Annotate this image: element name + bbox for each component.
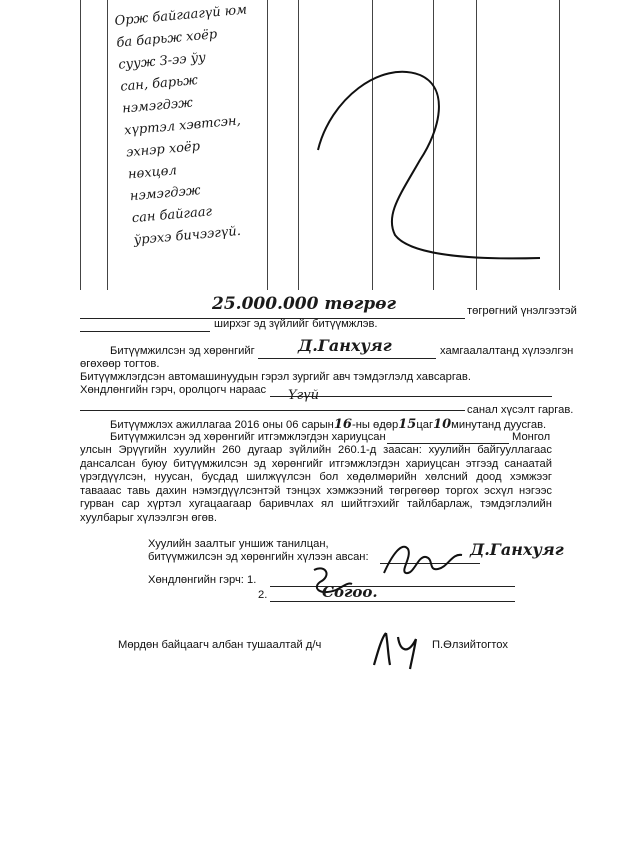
acknowledge-line1: Хуулийн заалтыг уншиж танилцан, (148, 538, 329, 550)
custody-name: Д.Ганхуяг (298, 336, 392, 355)
acknowledge-signature-name: Д.Ганхуяг (470, 540, 564, 559)
acknowledge-signature-mark (378, 535, 468, 585)
witness-2-label: 2. (258, 589, 268, 601)
notice-line1-prefix: Битүүмжилсэн эд хөрөнгийг итгэмжлэгдэн хариуцсан (110, 431, 386, 443)
handwritten-line: ўрэхэ бичээгүй. (133, 223, 242, 249)
handwritten-line: нэмэгдэж (121, 95, 194, 117)
custody-line2: өгөхөөр тогтов. (80, 358, 160, 370)
handwritten-line: сан байгааг (131, 204, 213, 227)
timing-minute: 10 (433, 417, 452, 432)
handwritten-line: нэмэгдэж (129, 183, 202, 205)
officer-label: Мөрдөн байцаагч албан тушаалтай д/ч (118, 639, 322, 651)
valuation-line2: ширхэг эд зүйлийг битүүмжлэв. (214, 318, 378, 330)
valuation-suffix: төгрөгний үнэлгээтэй (467, 305, 577, 317)
valuation-line2-blank (80, 331, 210, 332)
timing-text-a: Битүүмжлэх ажиллагаа 2016 оны 06 сарын (110, 419, 334, 431)
handwritten-line: нөхцөл (127, 163, 178, 183)
timing-line (110, 417, 546, 432)
custody-prefix: Битүүмжилсэн эд хөрөнгийг (110, 345, 255, 357)
handwritten-line: эхнэр хоёр (125, 139, 201, 161)
handwritten-line: сууж З-ээ ўу (117, 50, 207, 73)
timing-text-d: минутанд дуусгав. (451, 419, 547, 431)
witness-mark: Үгүй (288, 388, 319, 403)
handwritten-line: сан, барьж (119, 72, 199, 95)
handwritten-line: Орж байгаагүй юм (114, 2, 248, 29)
photo-line: Битүүмжлэгдсэн автомашинуудын гэрэл зургийг авч тэмдэглэлд хавсаргав. (80, 371, 471, 383)
witness-2-signature: Согоо. (322, 583, 378, 601)
valuation-amount: 25.000.000 төгрөг (212, 294, 397, 314)
timing-text-c: цаг (416, 419, 434, 431)
acknowledge-line2: битүүмжилсэн эд хөрөнгийн хүлээн авсан: (148, 551, 369, 563)
officer-name: П.Өлзийтогтох (432, 639, 508, 651)
custody-suffix: хамгаалалтанд хүлээлгэн (440, 345, 574, 357)
witness-2-line (270, 601, 515, 602)
timing-day: 16 (333, 417, 352, 432)
timing-hour: 15 (398, 417, 417, 432)
witness-1-label: Хөндлөнгийн гэрч: 1. (148, 574, 257, 586)
timing-text-b: -ны өдөр (351, 419, 399, 431)
notice-line1-suffix: Монгол (512, 431, 551, 443)
witness-line: Хөндлөнгийн гэрч, оролцогч нараас (80, 384, 267, 396)
z-cancel-mark (0, 0, 630, 300)
handwritten-line: ба барьж хоёр (115, 27, 218, 51)
suggestion-blank (80, 410, 465, 411)
officer-signature (368, 625, 428, 675)
notice-body: улсын Эрүүгийн хуулийн 260 дугаар зүйлийн 260.1-д заасан: хуулийн байгууллагаас дансалсан буюу битүүмжилсэн эд хөрөнгийг итгэмжлэгдэн хариуцсан этгээд санаатай үрэгдүүлсэн, нуусан, бусдад шилжүүлсэн бол хөдөлмөрийн хөлсний доод хэмжээг тавааас тавь дахин нэмэгдүүлсэнтэй тэнцэх хэмжээний төгрөгөөр торгох эсхүл нэгээс гурван сар хүртэл хугацаагаар баривчлах ял шийтгэхийг тайлбарлаж, тэмдэглэлийн хуулбарыг хүлээлгэн өгөв. (80, 444, 552, 524)
custody-name-line (258, 358, 436, 359)
handwritten-line: хүртэл хэвтсэн, (123, 113, 242, 139)
suggestion-suffix: санал хүсэлт гаргав. (467, 404, 574, 416)
